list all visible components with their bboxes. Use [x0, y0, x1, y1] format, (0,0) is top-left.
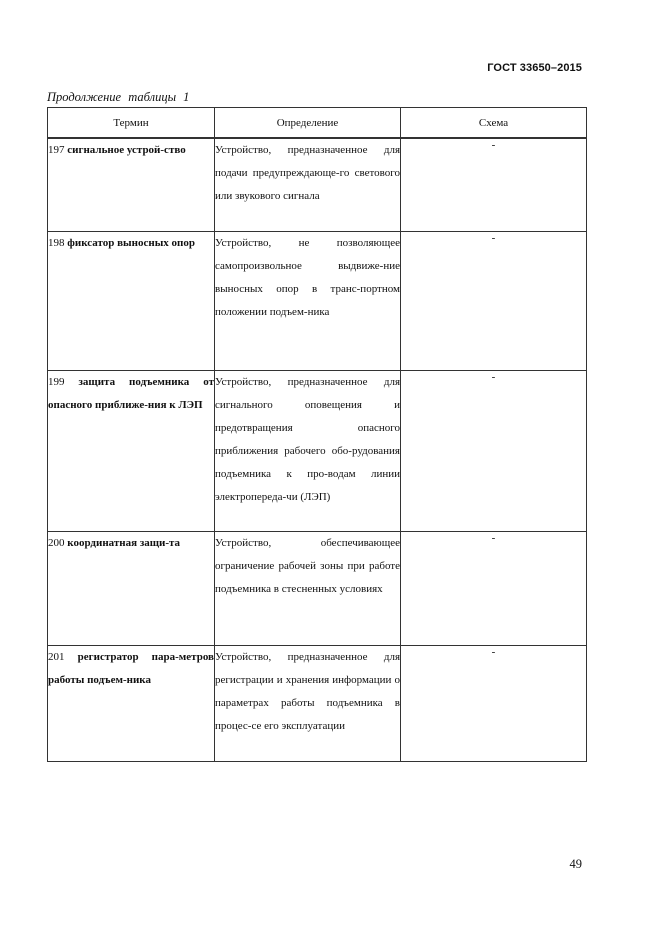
- table-caption: Продолжение таблицы 1: [47, 90, 190, 104]
- term-cell: [48, 531, 215, 645]
- table-row: [48, 645, 587, 761]
- term-number: 201: [48, 650, 65, 663]
- table-row: [48, 531, 587, 645]
- column-header-scheme: Схема: [401, 108, 587, 139]
- scheme-dash: -: [491, 370, 496, 383]
- scheme-cell: [401, 645, 587, 761]
- scheme-dash: -: [491, 531, 496, 544]
- page-number: 49: [569, 857, 582, 871]
- definition-cell: Устройство, предназначенное для регистрации и хранения информации о параметрах работы подъемника в процес-се его эксплуатации: [215, 645, 401, 761]
- table-row: [48, 231, 587, 370]
- term-cell: [48, 138, 215, 231]
- term-name: координатная защи-та: [67, 536, 181, 549]
- scheme-cell: [401, 531, 587, 645]
- document-code: ГОСТ 33650–2015: [487, 62, 582, 74]
- table-header-row: [48, 108, 587, 139]
- definition-cell: Устройство, предназначенное для подачи предупреждающе-го светового или звукового сигнала: [215, 138, 401, 231]
- term-number: 198: [48, 236, 65, 249]
- table-row: [48, 138, 587, 231]
- scheme-dash: -: [491, 231, 496, 244]
- term-cell: [48, 370, 215, 531]
- term-number: 200: [48, 536, 65, 549]
- scheme-cell: [401, 231, 587, 370]
- term-number: 199: [48, 375, 65, 388]
- table-row: [48, 370, 587, 531]
- term-name: сигнальное устрой-ство: [67, 144, 186, 156]
- term-name: фиксатор выносных опор: [67, 236, 196, 249]
- definition-cell: Устройство, предназначенное для сигнального оповещения и предотвращения опасного приближения рабочего обо-рудования подъемника к про-водам линии электропереда-чи (ЛЭП): [215, 370, 401, 531]
- scheme-dash: -: [491, 139, 496, 151]
- terms-table: [47, 107, 587, 762]
- scheme-cell: [401, 138, 587, 231]
- definition-cell: Устройство, обеспечивающее ограничение рабочей зоны при работе подъемника в стесненных условиях: [215, 531, 401, 645]
- column-header-term: Термин: [48, 108, 215, 139]
- term-name: регистратор пара-метров работы подъем-ника: [48, 650, 214, 686]
- scheme-dash: -: [491, 645, 496, 658]
- term-number: 197: [48, 144, 65, 156]
- column-header-definition: Определение: [215, 108, 401, 139]
- definition-cell: Устройство, не позволяющее самопроизвольное выдвиже-ние выносных опор в транс-портном положении подъем-ника: [215, 231, 401, 370]
- term-name: защита подъемника от опасного приближе-ния к ЛЭП: [48, 375, 215, 411]
- term-cell: [48, 645, 215, 761]
- term-cell: [48, 231, 215, 370]
- scheme-cell: [401, 370, 587, 531]
